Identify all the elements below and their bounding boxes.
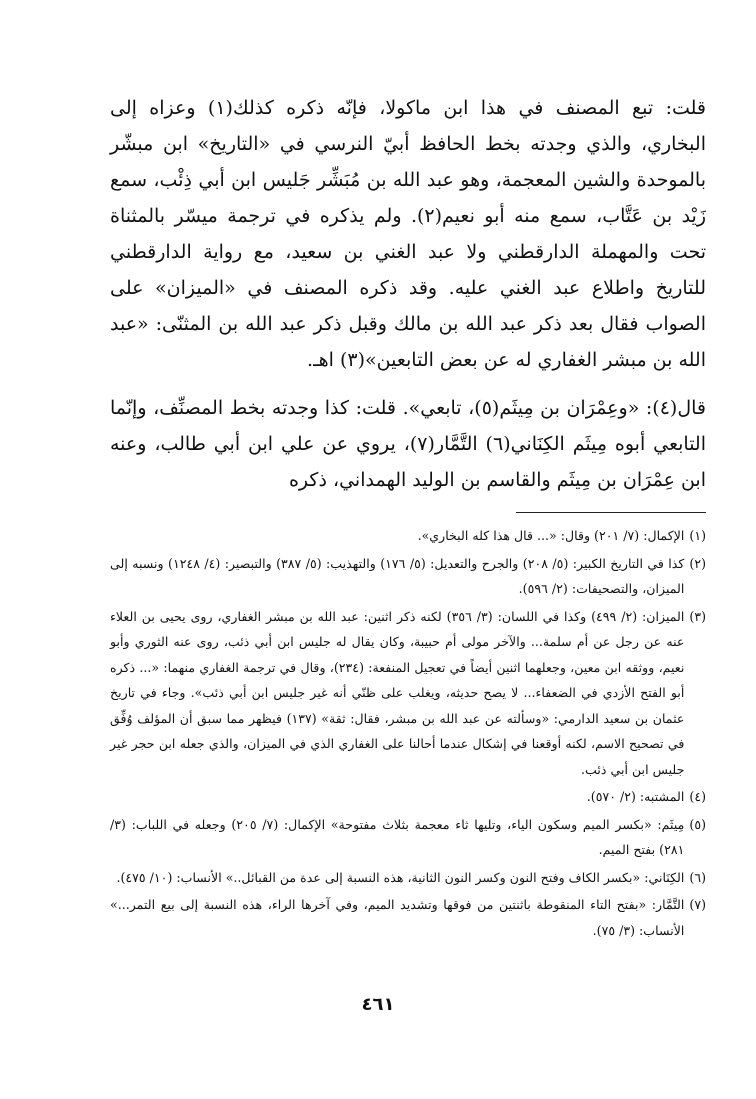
footnote-number: (٧) bbox=[689, 897, 706, 912]
footnote-number: (١) bbox=[689, 528, 706, 543]
footnote-text: مِيثَم: «بكسر الميم وسكون الياء، وتليها ثاء معجمة بثلاث مفتوحة» الإكمال: (٧/ ٢٠٥) وجعله في اللباب: (٣/ ٢٨١) بفتح الميم. bbox=[110, 816, 685, 857]
footnote-text: المشتبه: (٢/ ٥٧٠). bbox=[586, 789, 685, 804]
footnote-text: التَّمَّار: «بفتح التاء المنقوطة باثنتين من فوقها وتشديد الميم، وفي آخرها الراء، هذه النسبة إلى بيع التمر...» الأنساب: (٣/ ٧٥). bbox=[110, 897, 685, 938]
footnote-number: (٥) bbox=[689, 816, 706, 832]
main-paragraph-2: قال(٤): «وعِمْرَان بن مِيثَم(٥)، تابعي». قلت: كذا وجدته بخط المصنِّف، وإنّما التابعي أبوه مِيثَم الكِنَاني(٦) التَّمَّار(٧)، يروي عن علي ابن أبي طالب، وعنه ابن عِمْرَان بن مِيثَم والقاسم بن الوليد الهمداني، ذكره bbox=[110, 397, 707, 491]
footnote-text: الإكمال: (٧/ ٢٠١) وقال: «... قال هذا كله البخاري». bbox=[417, 528, 685, 543]
footnote-5 bbox=[110, 812, 706, 863]
footnote-3 bbox=[110, 604, 706, 783]
footnote-6 bbox=[110, 865, 706, 891]
main-paragraph-1: قلت: تبع المصنف في هذا ابن ماكولا، فإنّه ذكره كذلك(١) وعزاه إلى البخاري، والذي وجدته بخط الحافظ أبيّ النرسي في «التاريخ» ابن مبشّر بالموحدة والشين المعجمة، وهو عبد الله بن مُبَشِّر جَليس ابن أبي ذِئْب، سمع زَيْد بن عَتَّاب، سمع منه أبو نعيم(٢). ولم يذكره في ترجمة ميسّر بالمثناة تحت والمهملة الدارقطني ولا عبد الغني بن سعيد، مع رواية الدارقطني للتاريخ واطلاع عبد الغني عليه. وقد ذكره المصنف في «الميزان» على الصواب فقال بعد ذكر عبد الله بن مالك وقبل ذكر عبد الله بن المثنّى: «عبد الله بن مبشر الغفاري له عن بعض التابعين»(٣) اهـ. bbox=[110, 97, 707, 371]
footnote-number: (٢) bbox=[689, 555, 706, 571]
footnote-number: (٣) bbox=[689, 608, 706, 624]
book-page bbox=[110, 90, 706, 1050]
footnote-text: الكِنَاني: «بكسر الكاف وفتح النون وكسر النون الثانية، هذه النسبة إلى عدة من القبائل..» الأنساب: (١٠/ ٤٧٥). bbox=[116, 869, 685, 885]
page-number: ٤٦١ bbox=[361, 994, 395, 1015]
footnote-2 bbox=[110, 551, 706, 602]
footnote-text: الميزان: (٢/ ٤٩٩) وكذا في اللسان: (٣/ ٣٥٦) لكنه ذكر اثنين: عبد الله بن مبشر الغفاري، روى يحيى بن العلاء عنه عن رجل عن أم سلمة... والآخر مولى أم حبيبة، وكان يقال له جليس ابن أبي ذئب، روى عنه الثوري وأبو نعيم، ووثقه ابن معين، وجعلهما اثنين أيضاً في تعجيل المنفعة: (٢٣٤)، وقال في ترجمة الغفاري منهما: «... ذكره أبو الفتح الأزدي في الضعفاء... لا يصح حديثه، ويغلب على ظنّي أنه غير جليس ابن أبي ذئب». وجاء في تاريخ عثمان بن سعيد الدارمي: «وسألته عن عبد الله بن مبشر، فقال: ثقة» (١٣٧) فيظهر مما سبق أن المؤلف وُفِّق في تصحيح الاسم، لكنه أوقعنا في إشكال عندما أحالنا على الغفاري الذي في الميزان، والذي جعله ابن حجر غير جليس ابن أبي ذئب. bbox=[110, 608, 685, 777]
footnote-number: (٤) bbox=[689, 789, 706, 804]
footnote-1 bbox=[110, 523, 706, 549]
footnote-4 bbox=[110, 784, 706, 810]
footnote-7 bbox=[110, 892, 706, 943]
footnote-text: كذا في التاريخ الكبير: (٥/ ٢٠٨) والجرح والتعديل: (٥/ ١٧٦) والتهذيب: (٥/ ٣٨٧) والتبصير: (٤/ ١٢٤٨) ونسبه إلى الميزان، والتصحيفات: (٢/ ٥٩٦). bbox=[110, 555, 685, 596]
footnotes bbox=[110, 523, 706, 943]
footnote-separator bbox=[516, 512, 706, 513]
footnote-number: (٦) bbox=[689, 869, 706, 885]
